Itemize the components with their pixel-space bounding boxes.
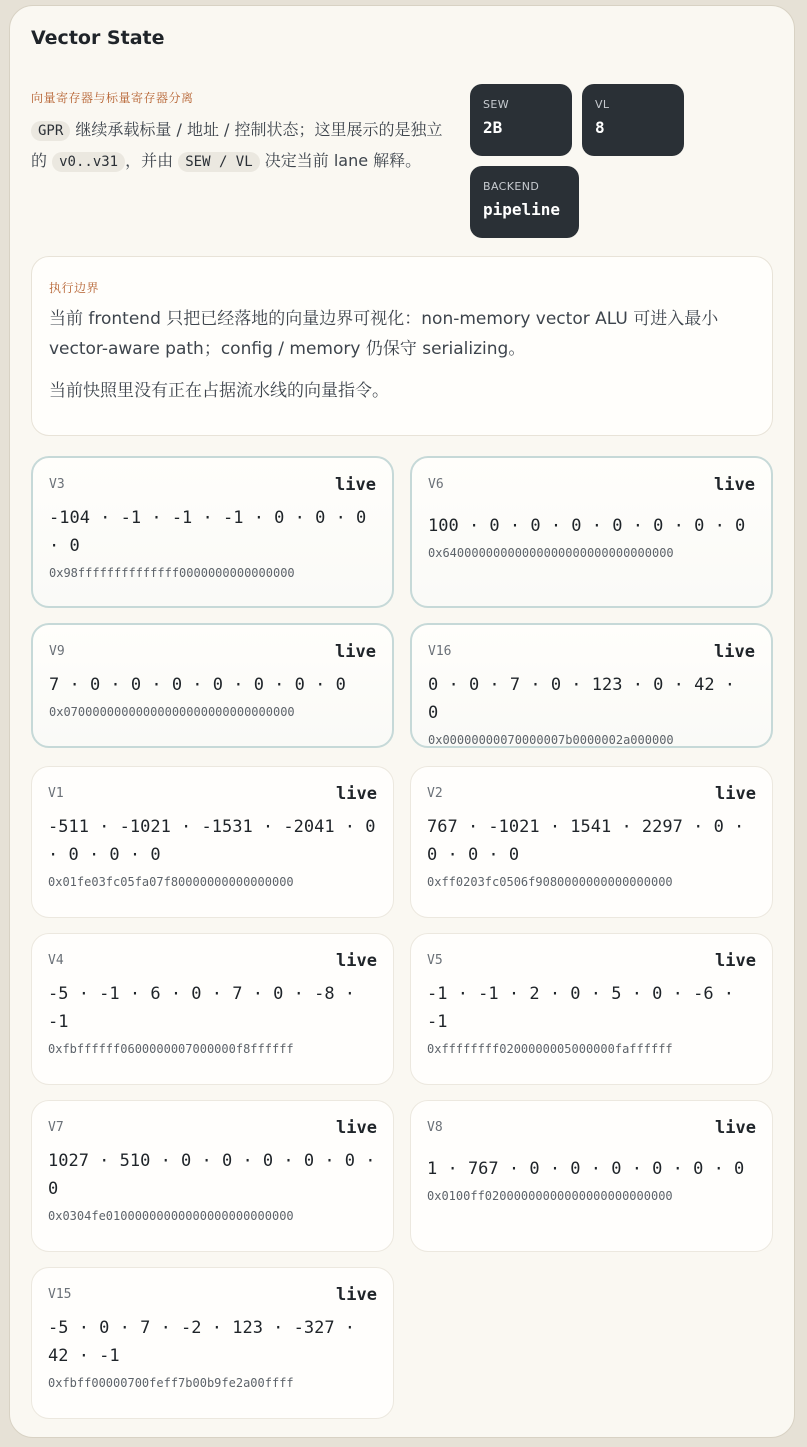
register-state: live (335, 475, 376, 495)
intro-text-1: 继续承载标量 / 地址 / 控制状态；这里展示的是独立的 (31, 120, 443, 170)
register-lanes: -1 · -1 · 2 · 0 · 5 · 0 · -6 · -1 (427, 984, 735, 1032)
backend-key: BACKEND (483, 180, 540, 193)
register-name: V3 (49, 477, 65, 492)
vector-state-panel (9, 5, 795, 1438)
register-name: V4 (48, 953, 64, 968)
backend-pill (470, 166, 579, 238)
vl-key: VL (595, 98, 610, 111)
register-card-v7 (31, 1100, 394, 1252)
intro-text (31, 115, 451, 177)
intro-eyebrow: 向量寄存器与标量寄存器分离 (31, 91, 194, 105)
register-state: live (715, 951, 756, 971)
register-name: V5 (427, 953, 443, 968)
register-lanes: 7 · 0 · 0 · 0 · 0 · 0 · 0 · 0 (49, 675, 346, 695)
register-name: V6 (428, 477, 444, 492)
register-card-v8 (410, 1100, 773, 1252)
backend-value: pipeline (483, 200, 561, 219)
intro-text-3: 决定当前 lane 解释。 (264, 151, 422, 170)
register-state: live (715, 1118, 756, 1138)
register-name: V16 (428, 644, 452, 659)
register-name: V2 (427, 786, 443, 801)
sew-value: 2B (483, 118, 503, 137)
intro-text-2: ，并由 (125, 151, 174, 170)
register-card-v6 (410, 456, 773, 608)
code-sew-vl: SEW / VL (178, 152, 259, 172)
sew-pill (470, 84, 572, 156)
execution-boundary-card (31, 256, 773, 436)
register-state: live (336, 951, 377, 971)
register-name: V1 (48, 786, 64, 801)
register-lanes: 0 · 0 · 7 · 0 · 123 · 0 · 42 · 0 (428, 675, 736, 723)
register-card-v5 (410, 933, 773, 1085)
boundary-status: 当前快照里没有正在占据流水线的向量指令。 (49, 381, 389, 401)
register-hex: 0xffffffff0200000005000000faffffff (427, 1042, 673, 1056)
code-gpr: GPR (31, 121, 70, 141)
register-lanes: -5 · -1 · 6 · 0 · 7 · 0 · -8 · -1 (48, 984, 356, 1032)
register-card-v3 (31, 456, 394, 608)
register-lanes: -5 · 0 · 7 · -2 · 123 · -327 · 42 · -1 (48, 1318, 356, 1366)
register-card-v16 (410, 623, 773, 748)
register-lanes: 1 · 767 · 0 · 0 · 0 · 0 · 0 · 0 (427, 1159, 745, 1179)
register-state: live (336, 784, 377, 804)
register-card-v9 (31, 623, 394, 748)
register-hex: 0x07000000000000000000000000000000 (49, 705, 295, 719)
register-hex: 0x64000000000000000000000000000000 (428, 546, 674, 560)
register-hex: 0x0100ff02000000000000000000000000 (427, 1189, 673, 1203)
register-lanes: -511 · -1021 · -1531 · -2041 · 0 · 0 · 0 · 0 (48, 817, 376, 865)
register-hex: 0x98ffffffffffffff0000000000000000 (49, 566, 295, 580)
register-hex: 0x00000000070000007b0000002a000000 (428, 733, 674, 747)
register-hex: 0xff0203fc0506f9080000000000000000 (427, 875, 673, 889)
register-state: live (714, 642, 755, 662)
sew-key: SEW (483, 98, 510, 111)
intro-section (31, 89, 451, 177)
register-lanes: 1027 · 510 · 0 · 0 · 0 · 0 · 0 · 0 (48, 1151, 376, 1199)
register-state: live (335, 642, 376, 662)
vl-pill (582, 84, 684, 156)
vl-value: 8 (595, 118, 605, 137)
register-name: V9 (49, 644, 65, 659)
register-card-v2 (410, 766, 773, 918)
register-lanes: -104 · -1 · -1 · -1 · 0 · 0 · 0 · 0 (49, 508, 367, 556)
register-name: V7 (48, 1120, 64, 1135)
register-card-v15 (31, 1267, 394, 1419)
boundary-eyebrow: 执行边界 (49, 281, 100, 295)
register-lanes: 767 · -1021 · 1541 · 2297 · 0 · 0 · 0 · 0 (427, 817, 745, 865)
register-lanes: 100 · 0 · 0 · 0 · 0 · 0 · 0 · 0 (428, 516, 746, 536)
register-state: live (714, 475, 755, 495)
register-name: V15 (48, 1287, 72, 1302)
register-hex: 0x01fe03fc05fa07f80000000000000000 (48, 875, 294, 889)
boundary-text: 当前 frontend 只把已经落地的向量边界可视化：non-memory vector ALU 可进入最小 vector-aware path；config / memory 仍保守 serializing。 (49, 309, 719, 359)
register-hex: 0x0304fe01000000000000000000000000 (48, 1209, 294, 1223)
panel-title: Vector State (31, 27, 165, 49)
register-name: V8 (427, 1120, 443, 1135)
register-hex: 0xfbffffff0600000007000000f8ffffff (48, 1042, 294, 1056)
register-state: live (336, 1285, 377, 1305)
register-state: live (715, 784, 756, 804)
register-state: live (336, 1118, 377, 1138)
register-card-v1 (31, 766, 394, 918)
register-card-v4 (31, 933, 394, 1085)
register-hex: 0xfbff00000700feff7b00b9fe2a00ffff (48, 1376, 294, 1390)
code-vregs: v0..v31 (52, 152, 125, 172)
